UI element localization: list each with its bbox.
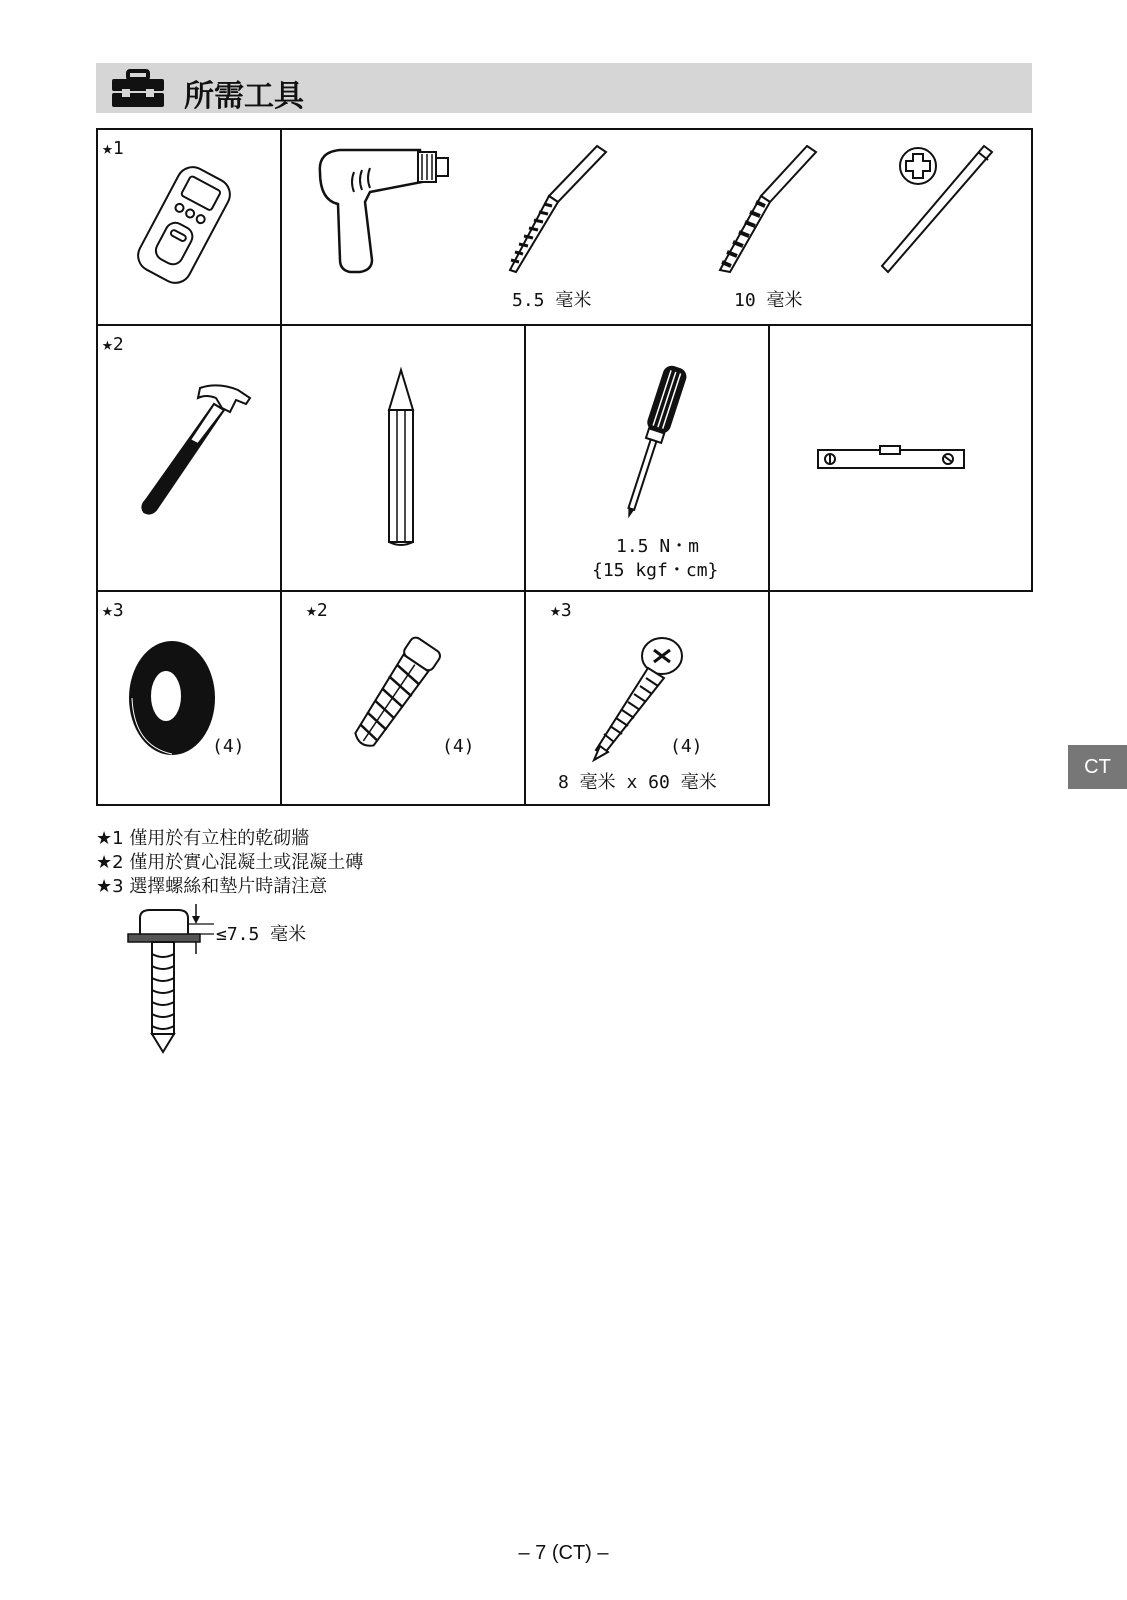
screw-quantity: (4) — [670, 736, 703, 757]
footnote-mark: ★3 — [102, 600, 124, 621]
cell-screw — [524, 590, 770, 806]
cell-pencil — [280, 324, 526, 592]
language-tab: CT — [1068, 745, 1127, 789]
footnote-1: ★1 僅用於有立柱的乾砌牆 — [96, 828, 310, 849]
footnote-mark: ★2 — [102, 334, 124, 355]
footnote-mark: ★3 — [550, 600, 572, 621]
screwdriver-icon — [604, 362, 700, 522]
wall-plug-quantity: (4) — [442, 736, 475, 757]
drill-bit-small-label: 5.5 毫米 — [512, 290, 592, 311]
cell-drill-set — [280, 128, 1033, 326]
phillips-bit-icon — [880, 144, 1000, 279]
washer-icon — [126, 638, 218, 758]
screw-head-dimension: ≤7.5 毫米 — [216, 924, 307, 945]
cell-hammer — [96, 324, 282, 592]
spirit-level-icon — [816, 446, 966, 472]
screw-size: 8 毫米 x 60 毫米 — [558, 772, 717, 793]
footnote-3: ★3 選擇螺絲和墊片時請注意 — [96, 876, 328, 897]
drill-bit-large-label: 10 毫米 — [734, 290, 803, 311]
cell-screwdriver — [524, 324, 770, 592]
drill-bit-large-icon — [712, 144, 822, 279]
footnotes — [96, 827, 363, 899]
stud-finder-icon — [134, 160, 234, 290]
torque-value: 1.5 N・m — [616, 536, 700, 557]
drill-bit-small-icon — [502, 144, 612, 279]
wall-plug-icon — [338, 632, 448, 762]
footnote-mark: ★2 — [306, 600, 328, 621]
tools-table — [96, 128, 1033, 818]
footnote-2: ★2 僅用於實心混凝土或混凝土磚 — [96, 852, 364, 873]
power-drill-icon — [310, 142, 460, 277]
section-header — [96, 63, 1032, 113]
cell-washer — [96, 590, 282, 806]
torque-value-alt: {15 kgf・cm} — [592, 560, 719, 581]
cell-stud-finder — [96, 128, 282, 326]
page-number: – 7 (CT) – — [518, 1542, 609, 1564]
cell-wall-plug — [280, 590, 526, 806]
screw-head-detail — [124, 904, 224, 1054]
footnote-mark: ★1 — [102, 138, 124, 159]
pencil-icon — [386, 370, 416, 548]
washer-quantity: (4) — [212, 736, 245, 757]
hammer-icon — [138, 382, 258, 522]
cell-spirit-level — [768, 324, 1033, 592]
section-title: 所需工具 — [184, 79, 304, 114]
toolbox-icon — [110, 69, 166, 109]
